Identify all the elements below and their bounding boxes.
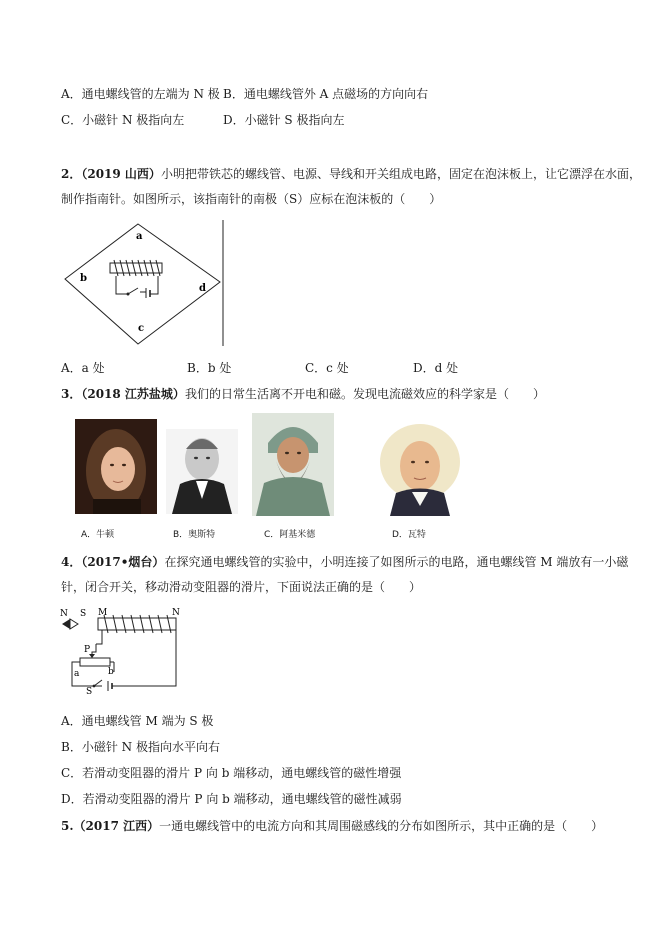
q3-number: 3．	[61, 387, 82, 401]
q4-label-b: b	[108, 667, 114, 677]
q4-option-c: C．若滑动变阻器的滑片 P 向 b 端移动，通电螺线管的磁性增强	[61, 766, 402, 780]
q2-compass-diagram	[60, 218, 230, 350]
q2-stem-line1	[61, 166, 641, 182]
q5-stem-text: 一通电螺线管中的电流方向和其周围磁感线的分布如图所示，其中正确的是（ ）	[159, 819, 604, 833]
q1-option-d: D．小磁针 S 极指向左	[223, 113, 345, 127]
q2-circuit-wire	[116, 276, 158, 294]
q4-option-b: B．小磁针 N 极指向水平向右	[61, 740, 220, 754]
q4-label-m: M	[98, 608, 108, 618]
iron-core	[110, 263, 162, 273]
q4-circuit-diagram	[58, 606, 188, 694]
q4-needle-label-s: S	[80, 609, 87, 619]
q4-stem-text1: 在探究通电螺线管的实验中，小明连接了如图所示的电路，通电螺线管 M 端放有一小磁	[164, 555, 629, 569]
q2-label-c: c	[138, 323, 145, 334]
q2-label-b: b	[80, 273, 87, 284]
q2-stem-text1: 小明把带铁芯的螺线管、电源、导线和开关组成电路，固定在泡沫板上，让它漂浮在水面，	[160, 167, 641, 181]
q4-label-n: N	[172, 608, 180, 618]
q4-number: 4．	[61, 555, 82, 569]
q2-option-b: B．b 处	[187, 361, 232, 375]
q5-source: （2017 江西）	[73, 819, 160, 833]
q2-option-c: C．c 处	[305, 361, 349, 375]
q4-label-s: S	[86, 687, 93, 694]
q3-caption-c: C．阿基米德	[264, 530, 316, 540]
q4-stem-line1	[61, 554, 628, 570]
q3-caption-a: A．牛顿	[81, 530, 115, 540]
portrait-newton	[75, 419, 157, 514]
q2-option-d: D．d 处	[413, 361, 459, 375]
solenoid-coil	[114, 260, 160, 276]
q2-stem-line2: 制作指南针。如图所示，该指南针的南极（S）应标在泡沫板的（ ）	[61, 192, 442, 206]
q5-stem-line	[61, 818, 603, 834]
q1-option-a: A．通电螺线管的左端为 N 极	[61, 87, 220, 101]
portrait-archimedes	[252, 413, 334, 516]
q2-label-d: d	[199, 283, 206, 294]
q3-caption-d: D．瓦特	[392, 530, 426, 540]
portrait-watt	[372, 418, 468, 516]
q2-label-a: a	[136, 231, 143, 242]
q4-label-a: a	[74, 669, 80, 679]
q4-rheostat	[80, 658, 110, 666]
q4-switch	[94, 680, 102, 686]
q4-option-d: D．若滑动变阻器的滑片 P 向 b 端移动，通电螺线管的磁性减弱	[61, 792, 402, 806]
q2-option-a: A．a 处	[61, 361, 105, 375]
q2-switch	[128, 288, 138, 294]
q2-source: （2019 山西）	[81, 167, 161, 181]
q4-option-a: A．通电螺线管 M 端为 S 极	[61, 714, 214, 728]
q4-needle-label-n: N	[60, 609, 68, 619]
q5-number: 5.	[61, 819, 74, 833]
q4-solenoid	[98, 618, 176, 630]
q1-option-b: B．通电螺线管外 A 点磁场的方向向右	[223, 87, 429, 101]
q3-source: （2018 江苏盐城）	[81, 387, 185, 401]
q4-stem-line2: 针，闭合开关，移动滑动变阻器的滑片，下面说法正确的是（ ）	[61, 580, 422, 594]
q1-option-c: C．小磁针 N 极指向左	[61, 113, 185, 127]
magnetic-needle-s	[70, 619, 78, 629]
q2-number: 2．	[61, 167, 82, 181]
q4-source: （2017•烟台）	[81, 555, 165, 569]
magnetic-needle-n	[62, 619, 70, 629]
q3-stem-line	[61, 386, 545, 402]
q4-label-p: P	[84, 645, 91, 655]
q3-caption-b: B．奥斯特	[173, 530, 216, 540]
q3-stem-text: 我们的日常生活离不开电和磁。发现电流磁效应的科学家是（ ）	[184, 387, 545, 401]
portrait-oersted	[166, 429, 238, 514]
